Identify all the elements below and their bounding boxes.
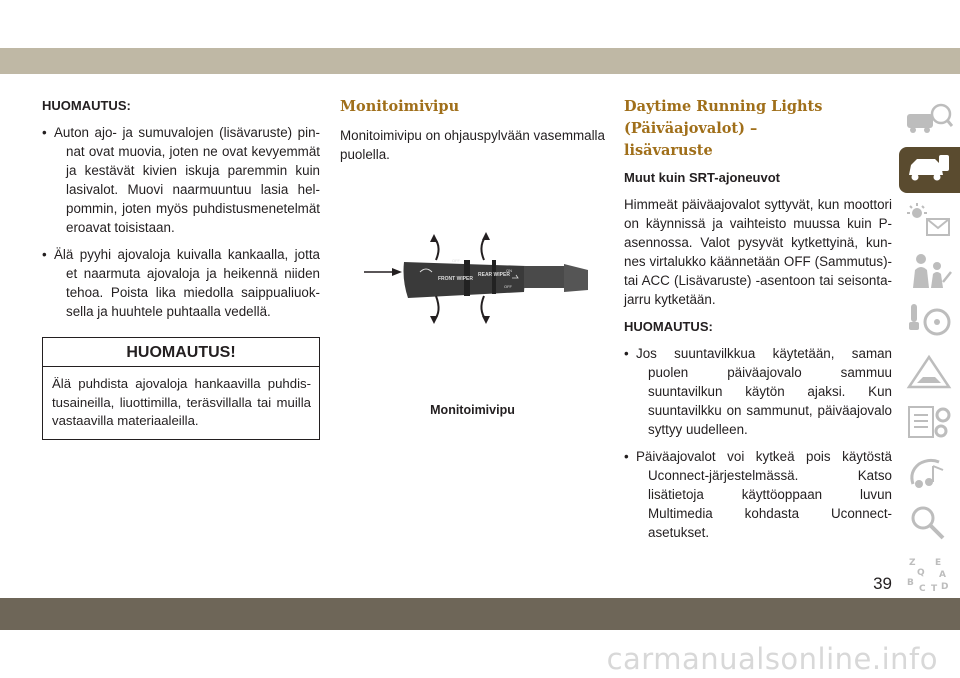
- figure-caption: Monitoimivipu: [430, 403, 515, 417]
- svg-text:D: D: [941, 581, 949, 592]
- front-wiper-label-group: [438, 276, 473, 282]
- warning-text: Älä puhdista ajovaloja hankaavilla puhdis-tusaineilla, liuottimilla, teräsvillalla tai muilla vastaavilla materiaaleilla.: [52, 376, 311, 428]
- svg-text:Q: Q: [917, 567, 925, 578]
- tab-warning-lights[interactable]: [899, 197, 960, 243]
- bullet-item: • Päiväajovalot voi kytkeä pois käytöstä Uconnect-järjestelmässä. Katso lisätietoja käyttöoppaan luvun Multimedia kohdasta Uconnect-asetukset.: [624, 449, 892, 540]
- note-label: HUOMAUTUS:: [624, 319, 713, 334]
- multifunction-lever-illustration: [356, 232, 588, 392]
- bullet-dot: •: [42, 125, 47, 140]
- lever-base: [564, 264, 588, 292]
- warning-title: HUOMAUTUS!: [43, 338, 319, 367]
- footer-band: [0, 598, 960, 630]
- tab-car-lights[interactable]: [899, 147, 960, 193]
- multimedia-music-icon: [905, 454, 953, 492]
- column-left: [42, 96, 320, 440]
- rear-wiper-label: REAR WIPER: [478, 272, 510, 278]
- svg-text:B: B: [907, 577, 914, 588]
- tab-alphabetical-index[interactable]: [899, 551, 960, 597]
- off-label-2: OFF: [504, 284, 512, 289]
- tab-multimedia[interactable]: [899, 450, 960, 496]
- tab-starting-operating[interactable]: [899, 298, 960, 344]
- pointer-arrow-head: [392, 268, 402, 276]
- alphabet-index-icon: [905, 555, 953, 593]
- bullet-dot: •: [42, 247, 47, 262]
- bullet-item: • Älä pyyhi ajovaloja kuivalla kankaalla, jotta et naarmuta ajovaloja ja heikennä niiden tehoa. Poista lika miedolla saippualiuok-sella ja huuhtele puhtaalla vedellä.: [42, 247, 320, 319]
- bullet-item: • Jos suuntavilkkua käytetään, saman puolen päiväajovalo sammuu suuntavilkun käytön ajaksi. Kun suuntavilkku on sammunut, päiväajovalo syttyy uudelleen.: [624, 346, 892, 437]
- tab-maintenance[interactable]: [899, 399, 960, 445]
- bullet-item: • Auton ajo- ja sumuvalojen (lisävaruste) pin-nat ovat muovia, joten ne ovat kevyemmät ja kestävät kivien iskuja paremmin kuin lasivalot. Muovi naarmuuntuu lasia hel-pommin, joten myös puhdistusmenetelmät eroavat toisistaan.: [42, 125, 320, 235]
- tab-emergencies[interactable]: [899, 349, 960, 395]
- section-heading: Monitoimivipu: [340, 98, 460, 115]
- svg-text:A: A: [939, 569, 946, 580]
- svg-text:C: C: [919, 583, 926, 593]
- section-text: Himmeät päiväajovalot syttyvät, kun moottori on käynnissä ja vaihteisto muussa kuin P-asennossa. Valot pysyvät kytkettyinä, kun-nes virtalukko käännetään OFF (Sammutus)-tai ACC (Lisävaruste) -asentoon tai seisonta-jarru kytketään.: [624, 197, 892, 307]
- column-right: [624, 96, 892, 550]
- section-heading: Daytime Running Lights (Päiväajovalot) – lisävaruste: [624, 98, 823, 159]
- front-wiper-label: FRONT WIPER: [438, 276, 473, 282]
- tab-safety[interactable]: [899, 248, 960, 294]
- svg-text:T: T: [931, 583, 938, 593]
- bullet-dot: •: [624, 346, 629, 361]
- page-number: 39: [873, 574, 892, 593]
- roadside-warning-icon: [905, 353, 953, 391]
- lever-shaft: [524, 266, 564, 288]
- tab-car-dashboard[interactable]: [899, 96, 960, 142]
- watermark: carmanualsonline.info: [606, 642, 938, 676]
- safety-people-icon: [905, 252, 953, 290]
- svg-text:Z: Z: [909, 557, 916, 568]
- car-dashboard-icon: [905, 100, 953, 138]
- maintenance-checklist-icon: [905, 403, 953, 441]
- header-band: [0, 48, 960, 74]
- note-label: HUOMAUTUS:: [42, 98, 131, 113]
- car-lights-icon: [905, 151, 953, 189]
- bullet-dot: •: [624, 449, 629, 464]
- tab-index-search[interactable]: [899, 500, 960, 546]
- sub-label: Muut kuin SRT-ajoneuvot: [624, 170, 780, 185]
- warning-box: [42, 337, 320, 440]
- chapter-tabs: [899, 96, 960, 601]
- index-search-icon: [905, 504, 953, 542]
- on-label: ON: [506, 268, 512, 273]
- steering-wheel-icon: [905, 302, 953, 340]
- off-label: OFF: [452, 258, 460, 263]
- section-text: Monitoimivipu on ohjauspylvään vasemmalla puolella.: [340, 128, 605, 162]
- warning-lights-message-icon: [905, 201, 953, 239]
- svg-text:E: E: [935, 557, 942, 568]
- column-middle: [340, 96, 605, 172]
